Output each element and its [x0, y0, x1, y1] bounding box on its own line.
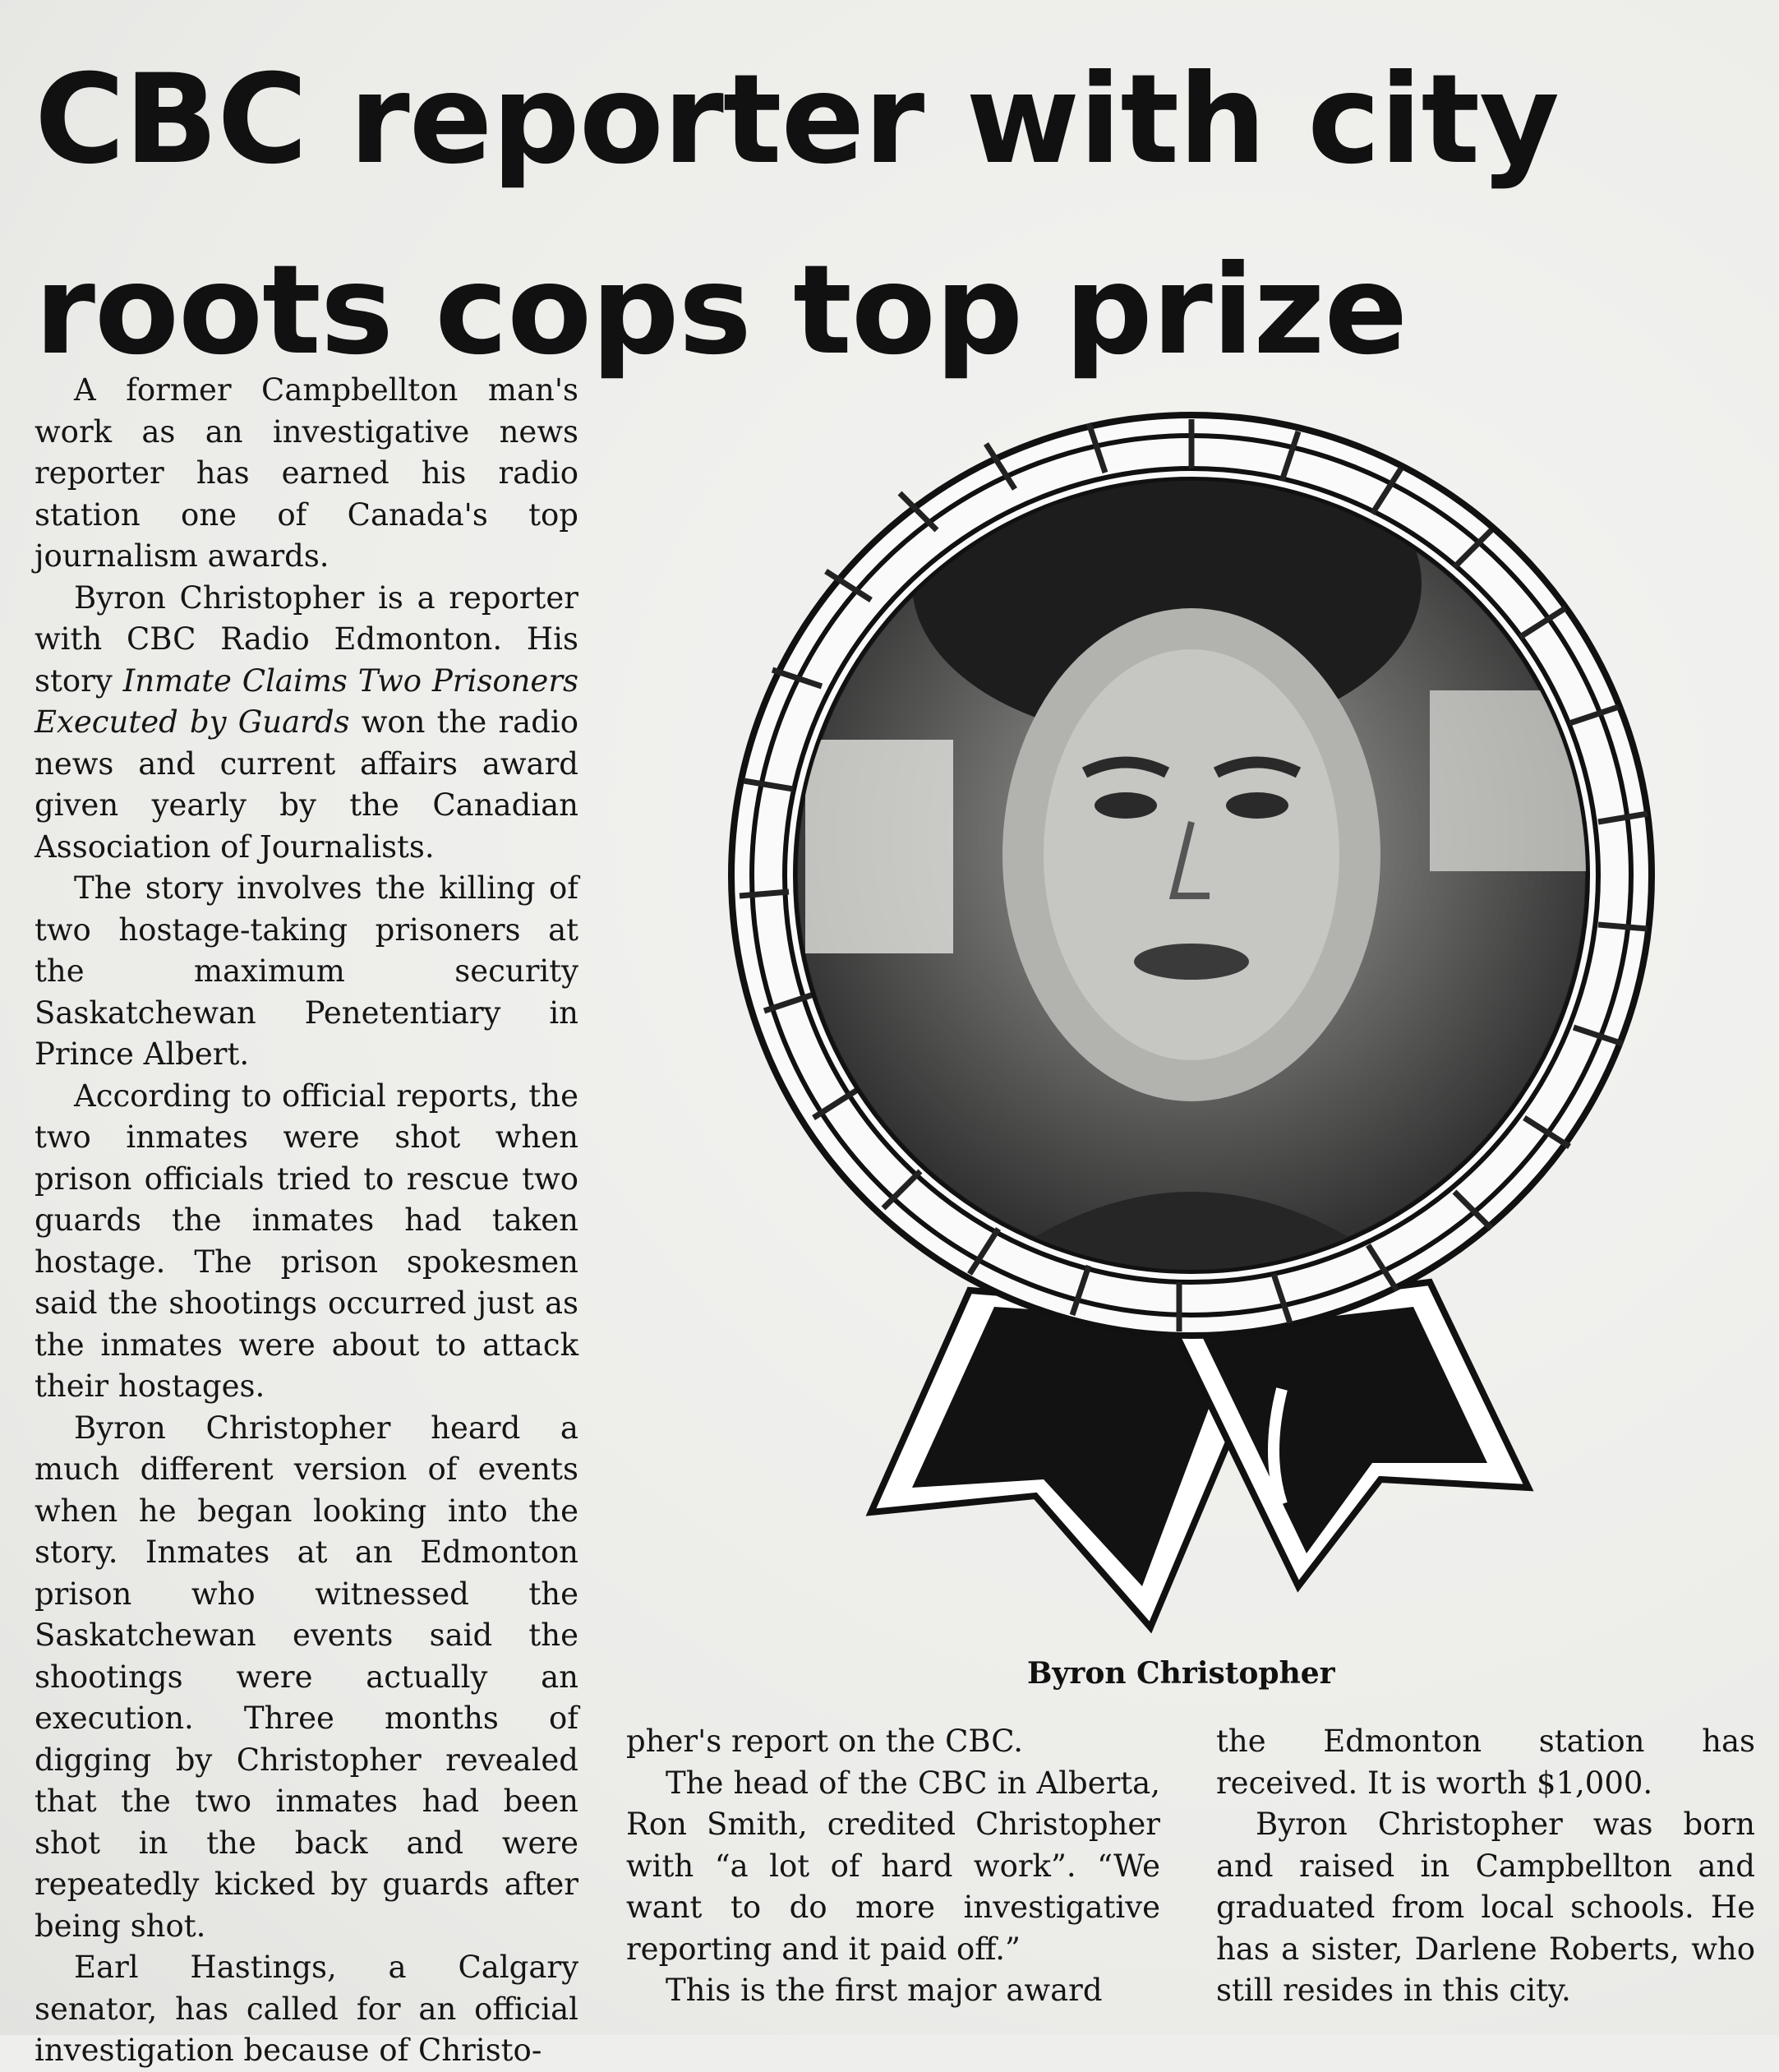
- headline-line-2: roots cops top prize: [35, 239, 1408, 382]
- headline-line-1: CBC reporter with city: [35, 48, 1559, 192]
- paragraph: the Edmonton station has received. It is worth $1,000.: [1216, 1724, 1755, 1801]
- story-title: Inmate Claims Two Prisoners Executed by Guards: [35, 662, 578, 740]
- award-ribbon-rosette-icon: [731, 415, 1652, 1627]
- paragraph: Byron Christopher heard a much different version of events when he began looking into the story. Inmates at an Edmonton prison who witnessed the Saskatchewan events said the shootings were actually an execution. Three months of digging by Christopher revealed that the two inmates had been shot in the back and were repeatedly kicked by guards after being shot.: [35, 1410, 578, 1944]
- paragraph: A former Campbellton man's work as an investigative news reporter has earned his radio station one of Canada's top journalism awards.: [35, 372, 578, 574]
- headline: [35, 25, 1760, 406]
- paragraph: Earl Hastings, a Calgary senator, has called for an official investigation because of Christo-: [35, 1950, 578, 2068]
- paragraph: pher's report on the CBC.: [626, 1724, 1024, 1759]
- article-column-3: [1216, 1721, 1755, 2012]
- award-ribbon-photo: [707, 395, 1693, 1627]
- paragraph: The story involves the killing of two hostage-taking prisoners at the maximum security Saskatchewan Penetentiary in Prince Albert.: [35, 870, 578, 1072]
- paragraph: Byron Christopher was born and raised in Campbellton and graduated from local schools. He has a sister, Darlene Roberts, who still resides in this city.: [1216, 1807, 1755, 2008]
- article-column-2: [626, 1721, 1160, 2012]
- paragraph: This is the first major award: [666, 1973, 1103, 2008]
- paragraph: According to official reports, the two inmates were shot when prison officials tried to rescue two guards the inmates had taken hostage. The prison spokesmen said the shootings occurred just as the inmates were about to attack their hostages.: [35, 1078, 578, 1404]
- paragraph: Byron Christopher is a reporter with CBC Radio Edmonton. His story Inmate Claims Two Prisoners Executed by Guards won the radio news and current affairs award given yearly by the Canadian Association of Journalists.: [35, 579, 578, 865]
- photo-caption: Byron Christopher: [1027, 1656, 1335, 1691]
- paragraph: The head of the CBC in Alberta, Ron Smith, credited Christopher with “a lot of hard work”. “We want to do more investigative reporting and it paid off.”: [626, 1765, 1160, 1967]
- article-column-1: [35, 370, 578, 2072]
